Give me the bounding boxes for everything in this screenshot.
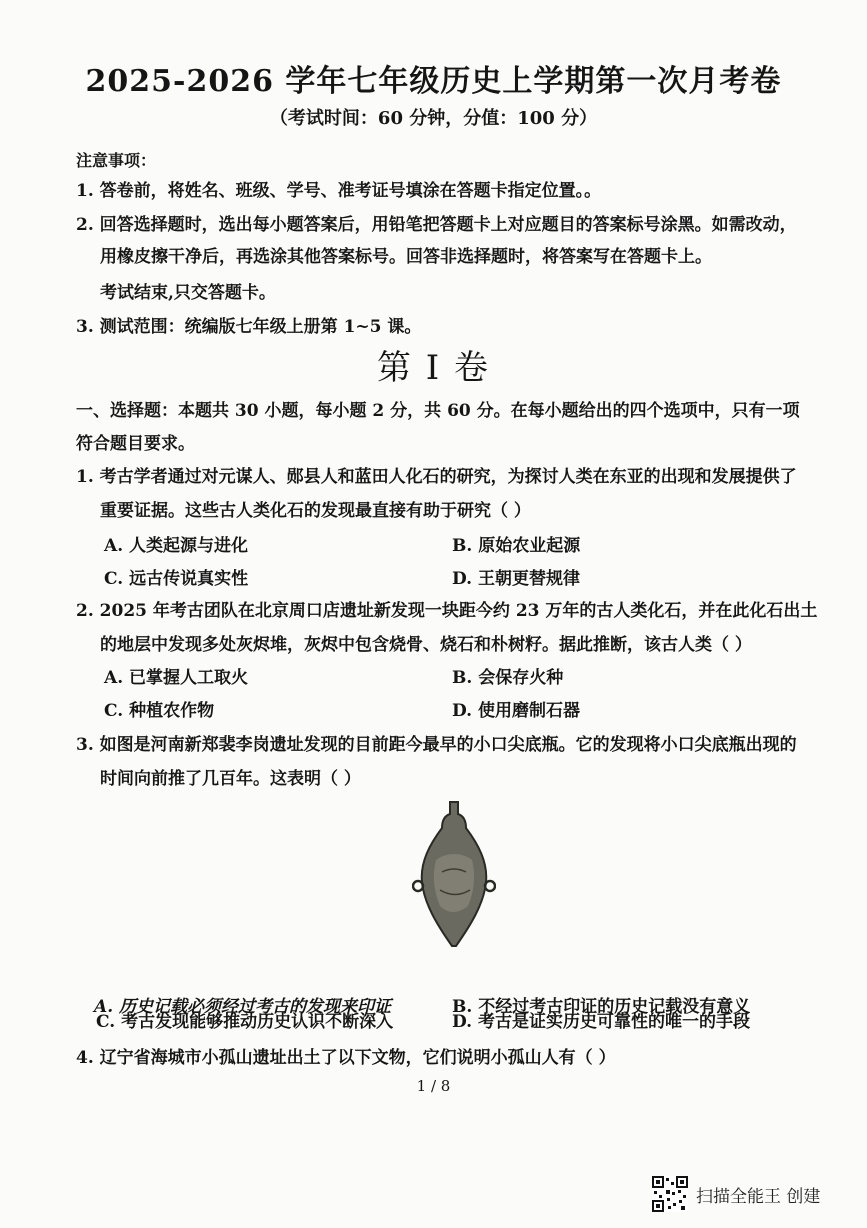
question-3-option-c: C. 考古发现能够推动历史认识不断深入 <box>96 1012 394 1032</box>
section-intro: 符合题目要求。 <box>76 434 195 454</box>
question-3-stem: 时间向前推了几百年。这表明（ ） <box>100 769 361 789</box>
question-1-option-c: C. 远古传说真实性 <box>104 569 249 589</box>
question-1-option-d: D. 王朝更替规律 <box>452 569 580 589</box>
question-3-option-a: A. 历史记载必须经过考古的发现来印证 <box>94 997 392 1017</box>
note-item: 考试结束,只交答题卡。 <box>100 283 276 303</box>
exam-title: 2025-2026 学年七年级历史上学期第一次月考卷 <box>85 64 782 99</box>
question-3-option-b: B. 不经过考古印证的历史记载没有意义 <box>452 997 751 1017</box>
note-item: 用橡皮擦干净后，再选涂其他答案标号。回答非选择题时，将答案写在答题卡上。 <box>100 247 712 267</box>
section-intro: 一、选择题：本题共 30 小题，每小题 2 分，共 60 分。在每小题给出的四个选项中，只有一项 <box>76 401 800 421</box>
scanner-watermark <box>652 1176 820 1212</box>
pointed-bottom-bottle-image <box>412 800 496 948</box>
exam-subtitle: （考试时间：60 分钟，分值：100 分） <box>269 108 598 129</box>
page-number: 1 / 8 <box>416 1077 451 1095</box>
question-2-stem: 的地层中发现多处灰烬堆，灰烬中包含烧骨、烧石和朴树籽。据此推断，该古人类（ ） <box>100 635 752 655</box>
question-1-option-a: A. 人类起源与进化 <box>104 536 249 556</box>
question-4-stem: 4. 辽宁省海城市小孤山遗址出土了以下文物，它们说明小孤山人有（ ） <box>76 1048 616 1068</box>
question-2-option-a: A. 已掌握人工取火 <box>104 668 249 688</box>
volume-title: 第 I 卷 <box>376 348 491 388</box>
question-1-stem: 重要证据。这些古人类化石的发现最直接有助于研究（ ） <box>100 501 531 521</box>
note-item: 1. 答卷前，将姓名、班级、学号、准考证号填涂在答题卡指定位置。。 <box>76 181 602 201</box>
note-item: 2. 回答选择题时，选出每小题答案后，用铅笔把答题卡上对应题目的答案标号涂黑。如需改动， <box>76 215 797 235</box>
note-item: 3. 测试范围：统编版七年级上册第 1~5 课。 <box>76 317 422 337</box>
question-1-stem: 1. 考古学者通过对元谋人、郧县人和蓝田人化石的研究，为探讨人类在东亚的出现和发展提供了 <box>76 467 797 487</box>
question-3-option-d: D. 考古是证实历史可靠性的唯一的手段 <box>452 1012 750 1032</box>
question-2-stem: 2. 2025 年考古团队在北京周口店遗址新发现一块距今约 23 万年的古人类化石，并在此化石出土 <box>76 601 818 621</box>
question-2-option-d: D. 使用磨制石器 <box>452 701 580 721</box>
scanner-credit-text: 扫描全能王 创建 <box>696 1186 821 1207</box>
question-2-option-b: B. 会保存火种 <box>452 668 564 688</box>
question-1-option-b: B. 原始农业起源 <box>452 536 581 556</box>
question-3-stem: 3. 如图是河南新郑裴李岗遗址发现的目前距今最早的小口尖底瓶。它的发现将小口尖底瓶出现的 <box>76 735 797 755</box>
question-2-option-c: C. 种植农作物 <box>104 701 215 721</box>
notes-heading: 注意事项： <box>76 151 157 170</box>
qr-code-icon <box>652 1176 688 1212</box>
